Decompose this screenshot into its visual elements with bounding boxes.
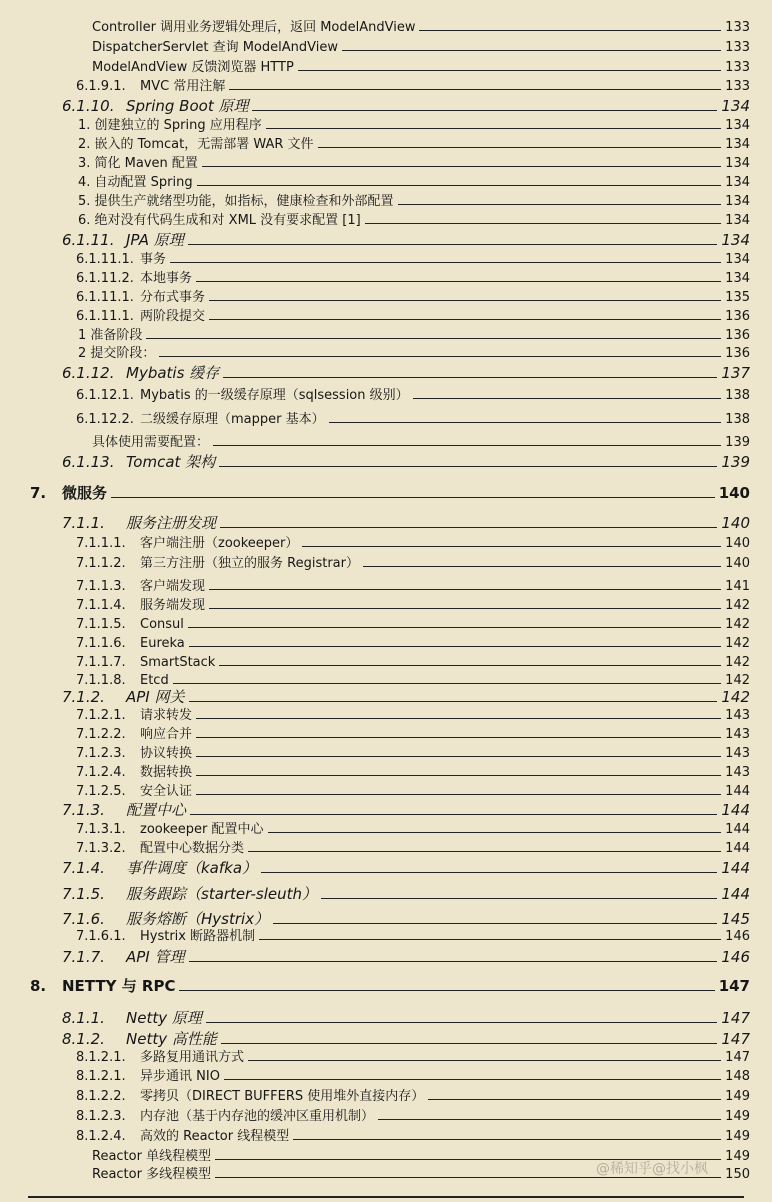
toc-entry-number: 7.1.1.1. — [76, 536, 126, 551]
toc-entry-title: 高效的 Reactor 线程模型 — [140, 1129, 290, 1144]
toc-entry-page-number: 147 — [725, 1050, 750, 1065]
toc-entry[interactable] — [76, 618, 750, 631]
toc-entry-page-number: 146 — [725, 929, 750, 944]
toc-leader-line — [428, 1099, 721, 1100]
toc-entry[interactable] — [76, 580, 750, 593]
toc-entry[interactable] — [92, 61, 750, 74]
toc-entry-number: 7.1.1.8. — [76, 673, 126, 688]
toc-entry[interactable] — [76, 930, 750, 943]
toc-entry-title: 内存池（基于内存池的缓冲区重用机制） — [140, 1109, 375, 1124]
toc-leader-line — [329, 422, 722, 423]
toc-entry-title: Eureka — [140, 636, 185, 651]
toc-entry-page-number: 147 — [721, 1009, 750, 1027]
toc-entry-title: DispatcherServlet 查询 ModelAndView — [92, 40, 338, 55]
toc-entry-number: 8.1.2.1. — [76, 1050, 126, 1065]
toc-entry[interactable] — [76, 785, 750, 798]
toc-entry[interactable] — [62, 233, 750, 248]
toc-entry-number: 7.1.3.2. — [76, 841, 126, 856]
toc-leader-line — [223, 377, 717, 378]
toc-entry-title: Mybatis 缓存 — [126, 364, 220, 382]
toc-entry[interactable] — [78, 214, 750, 227]
toc-entry-number: 7.1.3.1. — [76, 822, 126, 837]
toc-entry-number: 7.1.1.5. — [76, 617, 126, 632]
toc-entry[interactable] — [76, 709, 750, 722]
toc-entry-page-number: 142 — [725, 598, 750, 613]
toc-entry[interactable] — [62, 950, 750, 965]
toc-entry-title: Netty 高性能 — [126, 1030, 217, 1048]
toc-leader-line — [170, 262, 721, 263]
toc-entry[interactable] — [62, 912, 750, 927]
toc-entry[interactable] — [92, 21, 750, 34]
toc-entry-page-number: 133 — [725, 40, 750, 55]
toc-entry-number: 8.1.2. — [62, 1030, 105, 1048]
toc-leader-line — [202, 166, 721, 167]
toc-entry[interactable] — [76, 80, 750, 93]
toc-entry-number: 7.1.2. — [62, 688, 105, 706]
toc-entry-page-number: 144 — [725, 841, 750, 856]
toc-entry-title: SmartStack — [140, 655, 216, 670]
toc-entry[interactable] — [76, 272, 750, 285]
toc-entry-title: zookeeper 配置中心 — [140, 822, 264, 837]
toc-entry-page-number: 133 — [725, 79, 750, 94]
toc-entry-page-number: 147 — [718, 977, 750, 995]
toc-entry-page-number: 140 — [725, 536, 750, 551]
toc-entry-page-number: 139 — [721, 453, 750, 471]
toc-entry-number: 6.1.10. — [62, 97, 115, 115]
toc-entry-number: 6.1.12. — [62, 364, 115, 382]
toc-leader-line — [229, 89, 721, 90]
toc-entry-number: 7.1.2.3. — [76, 746, 126, 761]
toc-leader-line — [196, 281, 721, 282]
toc-entry-page-number: 142 — [725, 655, 750, 670]
toc-leader-line — [248, 851, 721, 852]
toc-entry-title: NETTY 与 RPC — [62, 977, 176, 995]
toc-entry-title: MVC 常用注解 — [140, 79, 226, 94]
toc-leader-line — [189, 961, 718, 962]
toc-entry-page-number: 138 — [725, 388, 750, 403]
toc-entry-title: 多路复用通讯方式 — [140, 1050, 245, 1065]
toc-entry-title: 5. 提供生产就绪型功能，如指标，健康检查和外部配置 — [78, 194, 394, 209]
toc-entry-number: 8.1.2.2. — [76, 1089, 126, 1104]
toc-entry-page-number: 133 — [725, 60, 750, 75]
toc-leader-line — [342, 50, 721, 51]
toc-entry-page-number: 134 — [725, 194, 750, 209]
toc-entry[interactable] — [92, 41, 750, 54]
toc-entry-title: 4. 自动配置 Spring — [78, 175, 193, 190]
toc-entry-number: 7.1.1. — [62, 514, 105, 532]
toc-entry[interactable] — [62, 803, 750, 818]
toc-entry-title: 1. 创建独立的 Spring 应用程序 — [78, 118, 262, 133]
toc-entry-title: 第三方注册（独立的服务 Registrar） — [140, 556, 359, 571]
toc-entry-title: Spring Boot 原理 — [126, 97, 249, 115]
toc-entry-page-number: 134 — [725, 118, 750, 133]
toc-entry-title: 服务注册发现 — [126, 514, 217, 532]
toc-entry-number: 7. — [30, 484, 47, 502]
toc-entry[interactable] — [76, 637, 750, 650]
toc-entry-page-number: 143 — [725, 765, 750, 780]
toc-entry-page-number: 145 — [721, 910, 750, 928]
toc-entry[interactable] — [76, 557, 750, 570]
toc-leader-line — [413, 398, 722, 399]
toc-entry[interactable] — [76, 823, 750, 836]
toc-entry[interactable] — [62, 366, 750, 381]
toc-entry-page-number: 134 — [721, 231, 750, 249]
toc-entry[interactable] — [76, 842, 750, 855]
toc-leader-line — [419, 30, 721, 31]
toc-entry-title: 分布式事务 — [140, 290, 206, 305]
toc-entry-number: 6.1.11.1. — [76, 252, 134, 267]
toc-entry[interactable] — [30, 979, 750, 994]
toc-entry-page-number: 142 — [725, 636, 750, 651]
toc-entry-title: 事务 — [140, 252, 167, 267]
toc-leader-line — [213, 445, 721, 446]
toc-entry-page-number: 146 — [721, 948, 750, 966]
toc-entry-title: 异步通讯 NIO — [140, 1069, 220, 1084]
toc-entry-title: 服务熔断（Hystrix） — [126, 910, 270, 928]
toc-entry[interactable] — [62, 690, 750, 705]
toc-leader-line — [111, 497, 715, 498]
toc-entry-number: 6.1.9.1. — [76, 79, 126, 94]
toc-entry-number: 7.1.2.2. — [76, 727, 126, 742]
toc-entry-title: 数据转换 — [140, 765, 193, 780]
toc-entry-number: 7.1.1.2. — [76, 556, 126, 571]
toc-entry-page-number: 134 — [725, 137, 750, 152]
toc-entry-number: 7.1.7. — [62, 948, 105, 966]
toc-entry-title: API 管理 — [126, 948, 185, 966]
toc-entry-number: 7.1.4. — [62, 859, 105, 877]
toc-entry-title: Tomcat 架构 — [126, 453, 216, 471]
toc-entry-number: 7.1.6.1. — [76, 929, 126, 944]
toc-entry-page-number: 150 — [725, 1167, 750, 1182]
toc-entry[interactable] — [62, 1032, 750, 1047]
toc-entry-title: 服务跟踪（starter-sleuth） — [126, 885, 318, 903]
toc-entry-page-number: 144 — [725, 784, 750, 799]
toc-entry-page-number: 149 — [725, 1109, 750, 1124]
toc-entry-number: 7.1.2.4. — [76, 765, 126, 780]
toc-entry-title: 零拷贝（DIRECT BUFFERS 使用堆外直接内存） — [140, 1089, 425, 1104]
toc-entry-number: 7.1.3. — [62, 801, 105, 819]
toc-leader-line — [206, 1022, 718, 1023]
toc-leader-line — [378, 1119, 721, 1120]
toc-entry-page-number: 138 — [725, 412, 750, 427]
toc-leader-line — [298, 70, 721, 71]
toc-entry-title: 配置中心数据分类 — [140, 841, 245, 856]
toc-entry[interactable] — [78, 195, 750, 208]
toc-leader-line — [179, 990, 714, 991]
toc-entry[interactable] — [78, 347, 750, 360]
toc-entry-page-number: 134 — [721, 97, 750, 115]
toc-entry-page-number: 147 — [721, 1030, 750, 1048]
toc-entry-page-number: 140 — [718, 484, 750, 502]
toc-entry-title: Hystrix 断路器机制 — [140, 929, 256, 944]
toc-entry-title: 具体使用需要配置： — [92, 435, 210, 450]
toc-entry-number: 6.1.12.1. — [76, 388, 134, 403]
toc-entry-page-number: 143 — [725, 727, 750, 742]
toc-entry[interactable] — [62, 455, 750, 470]
toc-entry[interactable] — [76, 1090, 750, 1103]
toc-entry-title: 1 准备阶段 — [78, 328, 143, 343]
toc-entry-title: 服务端发现 — [140, 598, 206, 613]
toc-leader-line — [188, 244, 718, 245]
toc-entry[interactable] — [76, 537, 750, 550]
toc-leader-line — [268, 832, 722, 833]
toc-leader-line — [363, 566, 721, 567]
toc-entry-page-number: 141 — [725, 579, 750, 594]
toc-leader-line — [190, 814, 717, 815]
toc-entry-title: 安全认证 — [140, 784, 193, 799]
toc-entry[interactable] — [76, 656, 750, 669]
toc-entry[interactable] — [76, 747, 750, 760]
toc-leader-line — [209, 319, 721, 320]
toc-leader-line — [219, 665, 721, 666]
toc-entry-number: 7.1.5. — [62, 885, 105, 903]
toc-entry[interactable] — [92, 436, 750, 449]
toc-entry-number: 6.1.11.2. — [76, 271, 134, 286]
toc-entry-title: 请求转发 — [140, 708, 193, 723]
toc-leader-line — [188, 627, 721, 628]
toc-entry-page-number: 148 — [725, 1069, 750, 1084]
toc-entry-page-number: 134 — [725, 213, 750, 228]
toc-entry[interactable] — [78, 157, 750, 170]
toc-entry[interactable] — [78, 176, 750, 189]
toc-entry-title: Reactor 单线程模型 — [92, 1149, 212, 1164]
toc-entry-number: 6.1.12.2. — [76, 412, 134, 427]
toc-entry-page-number: 134 — [725, 175, 750, 190]
toc-leader-line — [196, 756, 721, 757]
toc-entry-title: 响应合并 — [140, 727, 193, 742]
toc-leader-line — [196, 775, 721, 776]
toc-leader-line — [398, 204, 722, 205]
toc-leader-line — [189, 646, 721, 647]
toc-entry[interactable] — [76, 389, 750, 402]
toc-entry[interactable] — [76, 766, 750, 779]
watermark-text: @稀知乎@找小枫 — [596, 1161, 708, 1177]
toc-entry-page-number: 136 — [725, 309, 750, 324]
toc-leader-line — [302, 546, 721, 547]
toc-leader-line — [196, 794, 721, 795]
toc-entry-number: 8.1.2.1. — [76, 1069, 126, 1084]
toc-leader-line — [197, 185, 722, 186]
toc-entry-page-number: 139 — [725, 435, 750, 450]
toc-leader-line — [196, 737, 721, 738]
toc-entry-page-number: 144 — [721, 885, 750, 903]
toc-leader-line — [221, 1043, 718, 1044]
toc-entry[interactable] — [76, 728, 750, 741]
toc-leader-line — [321, 898, 717, 899]
toc-leader-line — [261, 872, 717, 873]
toc-leader-line — [173, 683, 721, 684]
toc-entry-page-number: 140 — [725, 556, 750, 571]
toc-entry-title: Consul — [140, 617, 184, 632]
toc-entry[interactable] — [76, 253, 750, 266]
toc-entry-page-number: 142 — [721, 688, 750, 706]
toc-leader-line — [273, 923, 717, 924]
toc-entry-page-number: 149 — [725, 1089, 750, 1104]
toc-leader-line — [209, 589, 721, 590]
toc-entry[interactable] — [62, 861, 750, 876]
toc-entry-page-number: 149 — [725, 1129, 750, 1144]
toc-entry-page-number: 136 — [725, 346, 750, 361]
toc-entry-page-number: 144 — [721, 859, 750, 877]
toc-entry-page-number: 144 — [721, 801, 750, 819]
toc-entry-title: 3. 简化 Maven 配置 — [78, 156, 198, 171]
toc-entry[interactable] — [76, 1051, 750, 1064]
toc-entry-title: 2. 嵌入的 Tomcat，无需部署 WAR 文件 — [78, 137, 314, 152]
toc-entry-title: 客户端发现 — [140, 579, 206, 594]
toc-entry-number: 6.1.11. — [62, 231, 115, 249]
toc-entry-number: 7.1.1.4. — [76, 598, 126, 613]
toc-entry[interactable] — [30, 486, 750, 501]
toc-entry-title: Reactor 多线程模型 — [92, 1167, 212, 1182]
toc-leader-line — [259, 939, 721, 940]
toc-entry-number: 7.1.1.7. — [76, 655, 126, 670]
toc-entry-page-number: 134 — [725, 252, 750, 267]
toc-entry-title: 协议转换 — [140, 746, 193, 761]
toc-entry-number: 8.1.1. — [62, 1009, 105, 1027]
toc-leader-line — [209, 608, 721, 609]
toc-entry-title: 2 提交阶段： — [78, 346, 156, 361]
toc-entry-number: 7.1.2.5. — [76, 784, 126, 799]
bottom-rule — [28, 1196, 744, 1198]
toc-entry-title: ModelAndView 反馈浏览器 HTTP — [92, 60, 294, 75]
toc-entry-page-number: 149 — [725, 1149, 750, 1164]
toc-entry-page-number: 143 — [725, 708, 750, 723]
toc-leader-line — [293, 1139, 721, 1140]
toc-entry-page-number: 136 — [725, 328, 750, 343]
toc-entry-page-number: 135 — [725, 290, 750, 305]
toc-leader-line — [318, 147, 722, 148]
toc-entry[interactable] — [76, 599, 750, 612]
toc-entry[interactable] — [76, 674, 750, 687]
toc-entry-page-number: 140 — [721, 514, 750, 532]
toc-entry[interactable] — [76, 1070, 750, 1083]
toc-entry-title: Etcd — [140, 673, 169, 688]
toc-leader-line — [159, 356, 721, 357]
toc-leader-line — [365, 223, 721, 224]
toc-entry-title: 配置中心 — [126, 801, 187, 819]
toc-entry-title: Netty 原理 — [126, 1009, 202, 1027]
toc-entry-title: API 网关 — [126, 688, 185, 706]
toc-entry[interactable] — [76, 1130, 750, 1143]
toc-entry-number: 7.1.2.1. — [76, 708, 126, 723]
toc-entry-number: 6.1.11.1. — [76, 309, 134, 324]
toc-entry[interactable] — [76, 1110, 750, 1123]
toc-entry-title: Mybatis 的一级缓存原理（sqlsession 级别） — [140, 388, 409, 403]
toc-entry-number: 7.1.1.6. — [76, 636, 126, 651]
toc-entry-page-number: 142 — [725, 673, 750, 688]
toc-leader-line — [146, 338, 721, 339]
toc-leader-line — [219, 466, 717, 467]
toc-entry-number: 7.1.6. — [62, 910, 105, 928]
toc-entry[interactable] — [76, 413, 750, 426]
toc-leader-line — [196, 718, 721, 719]
toc-entry-title: 本地事务 — [140, 271, 193, 286]
toc-entry[interactable] — [76, 291, 750, 304]
toc-entry[interactable] — [78, 138, 750, 151]
toc-entry-page-number: 143 — [725, 746, 750, 761]
toc-leader-line — [209, 300, 721, 301]
toc-entry-page-number: 137 — [721, 364, 750, 382]
toc-entry-title: JPA 原理 — [126, 231, 184, 249]
toc-entry-title: 事件调度（kafka） — [126, 859, 258, 877]
toc-entry-number: 8.1.2.4. — [76, 1129, 126, 1144]
toc-entry-number: 8.1.2.3. — [76, 1109, 126, 1124]
toc-entry[interactable] — [78, 119, 750, 132]
toc-entry-page-number: 144 — [725, 822, 750, 837]
toc-leader-line — [266, 128, 721, 129]
toc-entry-title: 两阶段提交 — [140, 309, 206, 324]
toc-entry-title: 6. 绝对没有代码生成和对 XML 没有要求配置 [1] — [78, 213, 361, 228]
toc-entry[interactable] — [78, 329, 750, 342]
toc-entry-title: 微服务 — [62, 484, 108, 502]
toc-entry-title: 二级缓存原理（mapper 基本） — [140, 412, 325, 427]
toc-entry[interactable] — [62, 516, 750, 531]
toc-entry-title: Controller 调用业务逻辑处理后，返回 ModelAndView — [92, 20, 416, 35]
toc-leader-line — [224, 1079, 721, 1080]
toc-entry-number: 8. — [30, 977, 47, 995]
toc-leader-line — [252, 110, 717, 111]
toc-entry-page-number: 134 — [725, 271, 750, 286]
toc-leader-line — [220, 527, 717, 528]
toc-entry[interactable] — [76, 310, 750, 323]
toc-entry-number: 6.1.11.1. — [76, 290, 134, 305]
toc-entry-number: 7.1.1.3. — [76, 579, 126, 594]
toc-leader-line — [248, 1060, 721, 1061]
toc-entry-title: 客户端注册（zookeeper） — [140, 536, 299, 551]
toc-entry-page-number: 133 — [725, 20, 750, 35]
toc-entry-number: 6.1.13. — [62, 453, 115, 471]
toc-entry[interactable] — [62, 887, 750, 902]
toc-entry[interactable] — [62, 1011, 750, 1026]
toc-entry-page-number: 142 — [725, 617, 750, 632]
toc-entry-page-number: 134 — [725, 156, 750, 171]
toc-entry[interactable] — [62, 99, 750, 114]
toc-leader-line — [189, 701, 718, 702]
